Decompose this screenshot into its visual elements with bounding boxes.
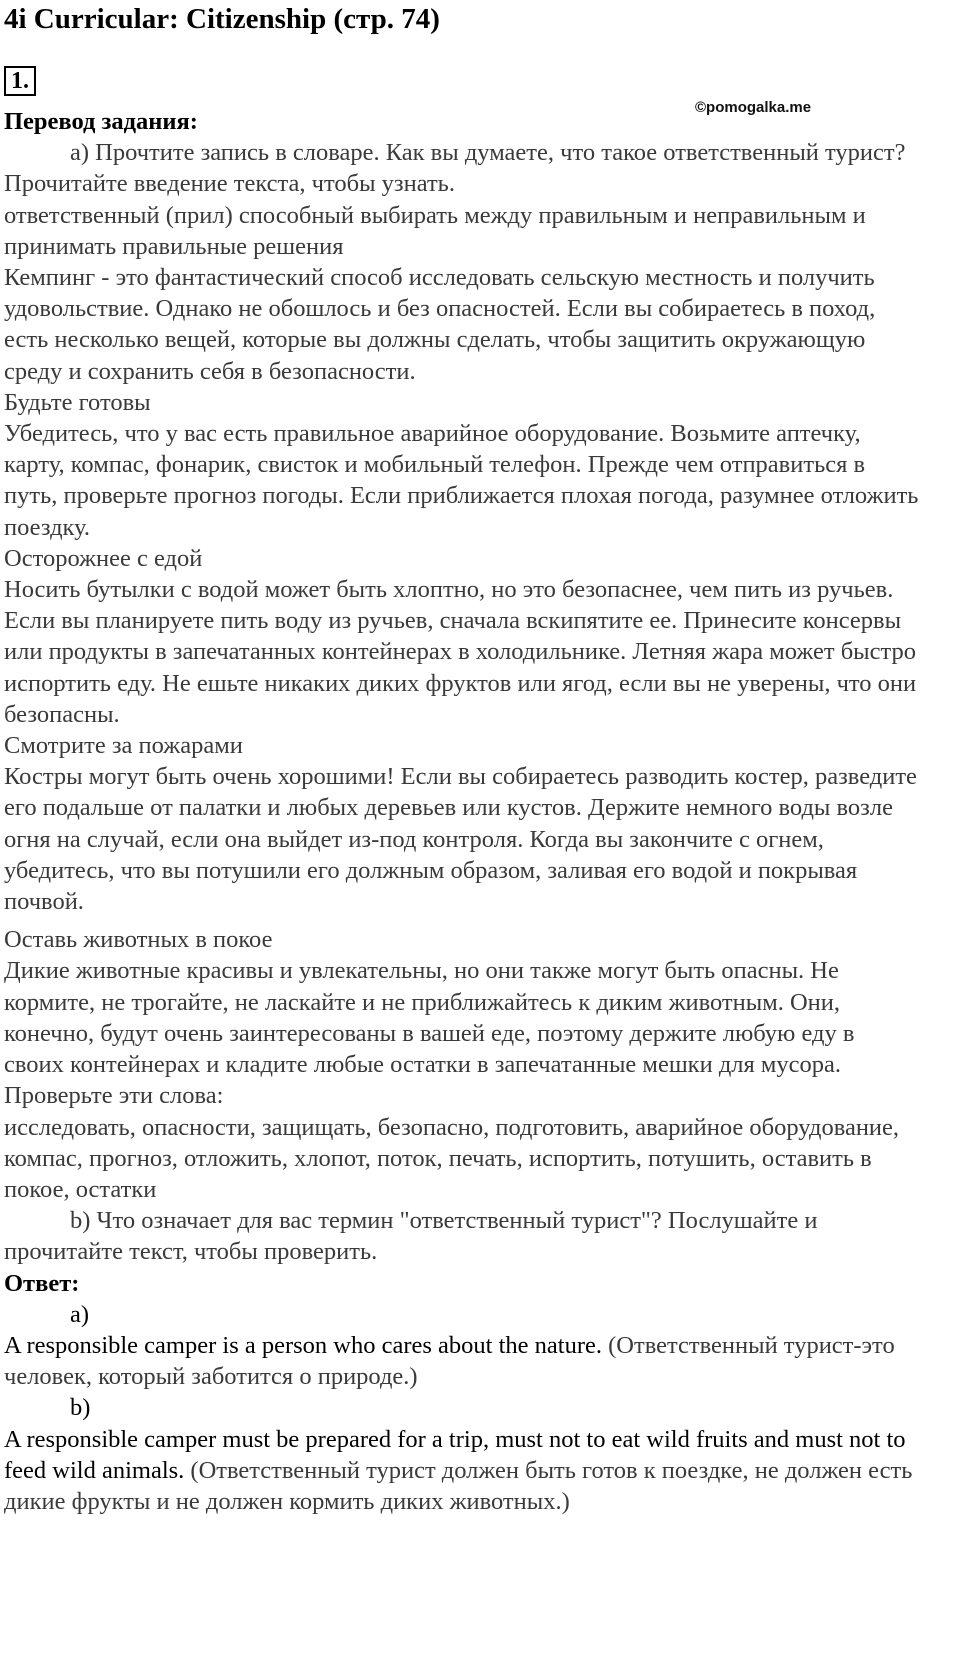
- check-words: исследовать, опасности, защищать, безопасно, подготовить, аварийное оборудование, компас, прогноз, отложить, хлопот, поток, печать, испортить, потушить, оставить в покое, остатки: [4, 1113, 900, 1203]
- watermark: ©pomogalka.me: [695, 99, 812, 116]
- section-text-prepare: Убедитесь, что у вас есть правильное аварийное оборудование. Возьмите аптечку, карту, компас, фонарик, свисток и мобильный телефон. Прежде чем отправиться в путь, проверьте прогноз погоды. Если приближается плохая погода, разумнее отложить поездку.: [4, 420, 919, 541]
- answer-a-marker: a): [70, 1300, 90, 1328]
- section-heading-animals: Оставь животных в покое: [4, 926, 273, 954]
- translation-heading: Перевод задания:: [4, 108, 198, 135]
- part-a-intro-paragraph: [4, 137, 920, 199]
- definition: ответственный (прил) способный выбирать между правильным и неправильным и принимать правильные решения: [4, 201, 866, 260]
- answer-b-english: A responsible camper must be prepared for a trip, must not to eat wild fruits and must not to feed wild animals.: [4, 1425, 906, 1484]
- answer-a-english: A responsible camper is a person who cares about the nature.: [4, 1331, 603, 1359]
- answer-a-russian: (Ответственный турист-это человек, который заботится о природе.): [4, 1331, 895, 1391]
- check-words-label: Проверьте эти слова:: [4, 1082, 224, 1110]
- answer-b-marker: b): [70, 1394, 91, 1422]
- section-text-fires: Костры могут быть очень хорошими! Если вы собираетесь разводить костер, разведите его подальше от палатки и любых деревьев или кустов. Держите немного воды возле огня на случай, если она выйдет из-под контроля. Когда вы закончите с огнем, убедитесь, что вы потушили его должным образом, заливая его водой и покрывая почвой.: [4, 763, 917, 916]
- page-title: 4i Curricular: Citizenship (стр. 74): [4, 3, 440, 35]
- answer-a-paragraph: [4, 1330, 920, 1392]
- answer-b-russian: (Ответственный турист должен быть готов к поездке, не должен есть дикие фрукты и не должен кормить диких животных.): [4, 1456, 913, 1515]
- part-a-intro: Прочтите запись в словаре. Как вы думаете, что такое ответственный турист? Прочитайте введение текста, чтобы узнать.: [4, 139, 906, 198]
- part-b-marker: b): [70, 1207, 91, 1235]
- exercise-number: 1.: [4, 66, 36, 96]
- answer-b-paragraph: [4, 1424, 920, 1518]
- intro-paragraph: Кемпинг - это фантастический способ исследовать сельскую местность и получить удовольствие. Однако не обошлось и без опасностей. Если вы собираетесь в поход, есть несколько вещей, которые вы должны сделать, чтобы защитить окружающую среду и сохранить себя в безопасности.: [4, 264, 876, 385]
- answer-heading: Ответ:: [4, 1269, 80, 1297]
- part-b-paragraph: [4, 1205, 920, 1267]
- part-a-marker: a): [70, 139, 90, 167]
- section-text-animals: Дикие животные красивы и увлекательны, но они также могут быть опасны. Не кормите, не трогайте, не ласкайте и не приближайтесь к диким животным. Они, конечно, будут очень заинтересованы в вашей еде, поэтому держите любую еду в своих контейнерах и кладите любые остатки в запечатанные мешки для мусора.: [4, 957, 855, 1079]
- section-heading-fires: Смотрите за пожарами: [4, 732, 243, 760]
- part-b-text: Что означает для вас термин "ответственный турист"? Послушайте и прочитайте текст, чтобы проверить.: [4, 1207, 818, 1266]
- section-heading-prepare: Будьте готовы: [4, 388, 151, 416]
- document-body: [4, 106, 920, 1517]
- section-heading-food: Осторожнее с едой: [4, 544, 203, 572]
- section-text-food: Носить бутылки с водой может быть хлоптно, но это безопаснее, чем пить из ручьев. Если вы планируете пить воду из ручьев, сначала вскипятите ее. Принесите консервы или продукты в запечатанных контейнерах в холодильнике. Летняя жара может быстро испортить еду. Не ешьте никаких диких фруктов или ягод, если вы не уверены, что они безопасны.: [4, 576, 917, 728]
